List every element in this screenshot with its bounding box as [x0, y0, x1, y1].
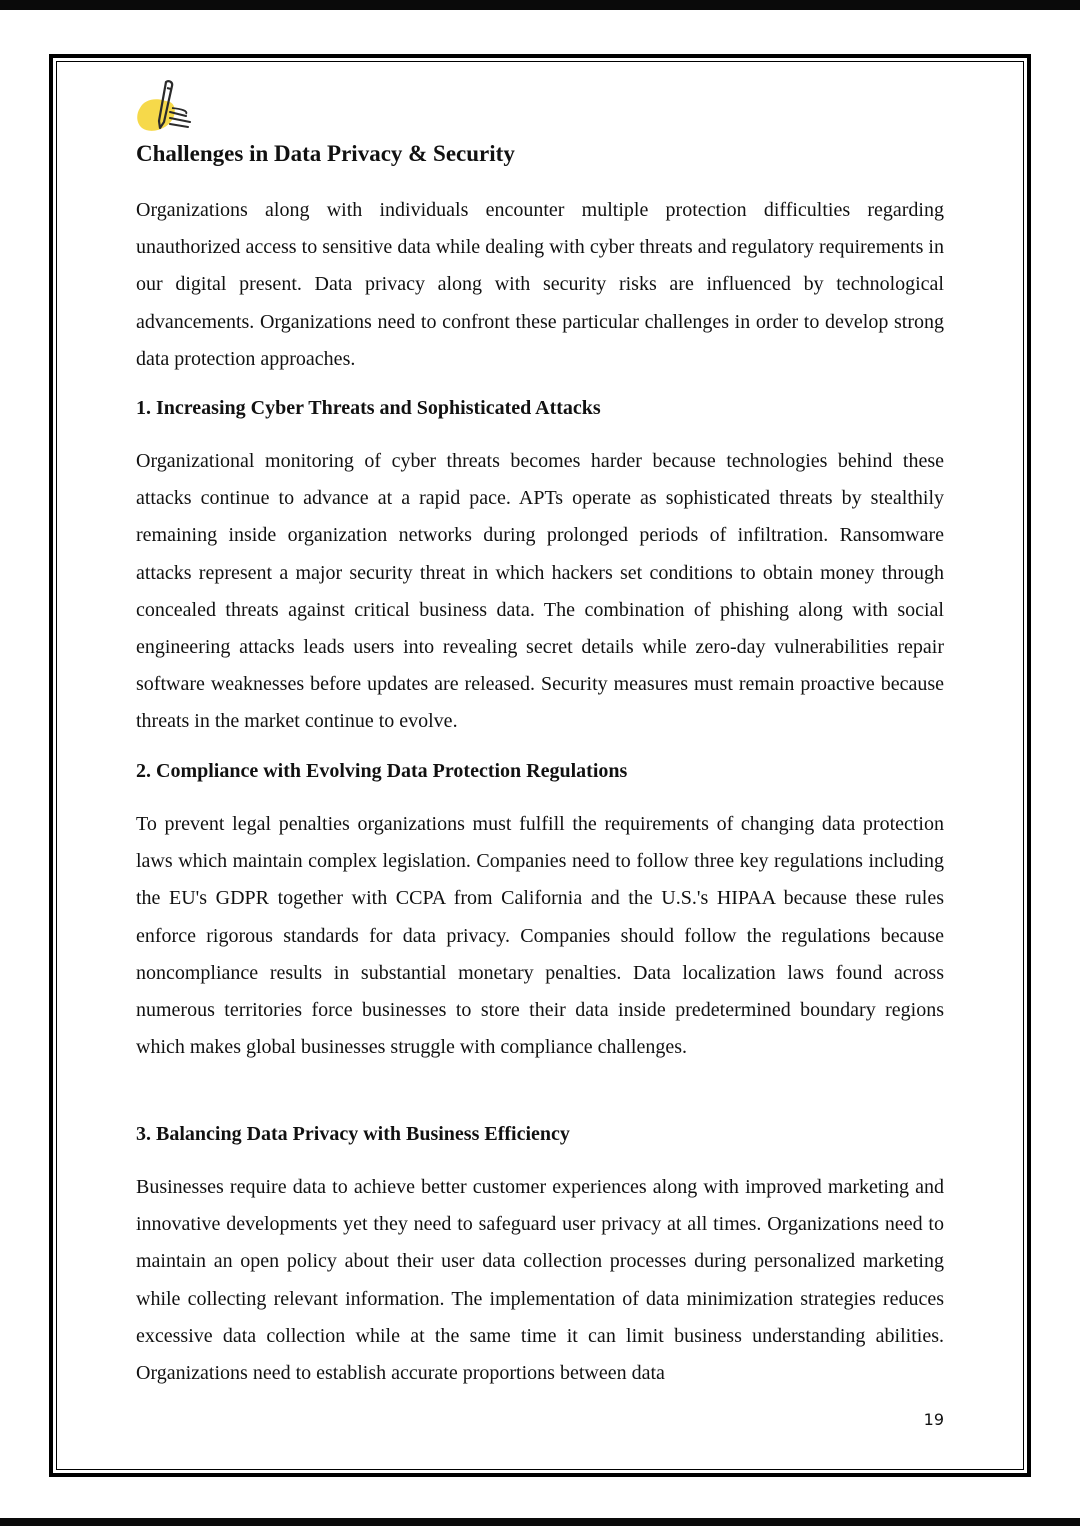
section-heading-compliance: 2. Compliance with Evolving Data Protection Regulations — [136, 760, 628, 782]
page-number: 19 — [923, 1410, 944, 1429]
section-body-cyber-threats: Organizational monitoring of cyber threats becomes harder because technologies behind these attacks continue to advance at a rapid pace. APTs operate as sophisticated threats by stealthily remaining inside organization networks during prolonged periods of infiltration. Ransomware attacks represent a major security threat in which hackers set conditions to obtain money through concealed threats against critical business data. The combination of phishing along with social engineering attacks leads users into revealing secret details while zero-day vulnerabilities repair software weaknesses before updates are released. Security measures must remain proactive because threats in the market continue to evolve. — [136, 450, 944, 733]
intro-paragraph: Organizations along with individuals encounter multiple protection difficulties regarding unauthorized access to sensitive data while dealing with cyber threats and regulatory requirements in our digital present. Data privacy along with security risks are influenced by technological advancements. Organizations need to confront these particular challenges in order to develop strong data protection approaches. — [136, 199, 944, 370]
section-heading-cyber-threats: 1. Increasing Cyber Threats and Sophisticated Attacks — [136, 397, 601, 419]
section-body-compliance: To prevent legal penalties organizations must fulfill the requirements of changing data protection laws which maintain complex legislation. Companies need to follow three key regulations including the EU's GDPR together with CCPA from California and the U.S.'s HIPAA because these rules enforce rigorous standards for data privacy. Companies should follow the regulations because noncompliance results in substantial monetary penalties. Data localization laws found across numerous territories force businesses to store their data inside predetermined boundary regions which makes global businesses struggle with compliance challenges. — [136, 813, 944, 1059]
pen-writing-icon — [136, 78, 200, 136]
bottom-edge-bar — [0, 1518, 1080, 1526]
section-body-balancing: Businesses require data to achieve better customer experiences along with improved marketing and innovative developments yet they need to safeguard user privacy at all times. Organizations need to maintain an open policy about their user data collection processes during personalized marketing while collecting relevant information. The implementation of data minimization strategies reduces excessive data collection while at the same time it can limit business understanding abilities. Organizations need to establish accurate proportions between data — [136, 1176, 944, 1385]
section-heading-balancing: 3. Balancing Data Privacy with Business Efficiency — [136, 1123, 570, 1145]
top-edge-bar — [0, 0, 1080, 10]
page-title: Challenges in Data Privacy & Security — [136, 141, 515, 166]
